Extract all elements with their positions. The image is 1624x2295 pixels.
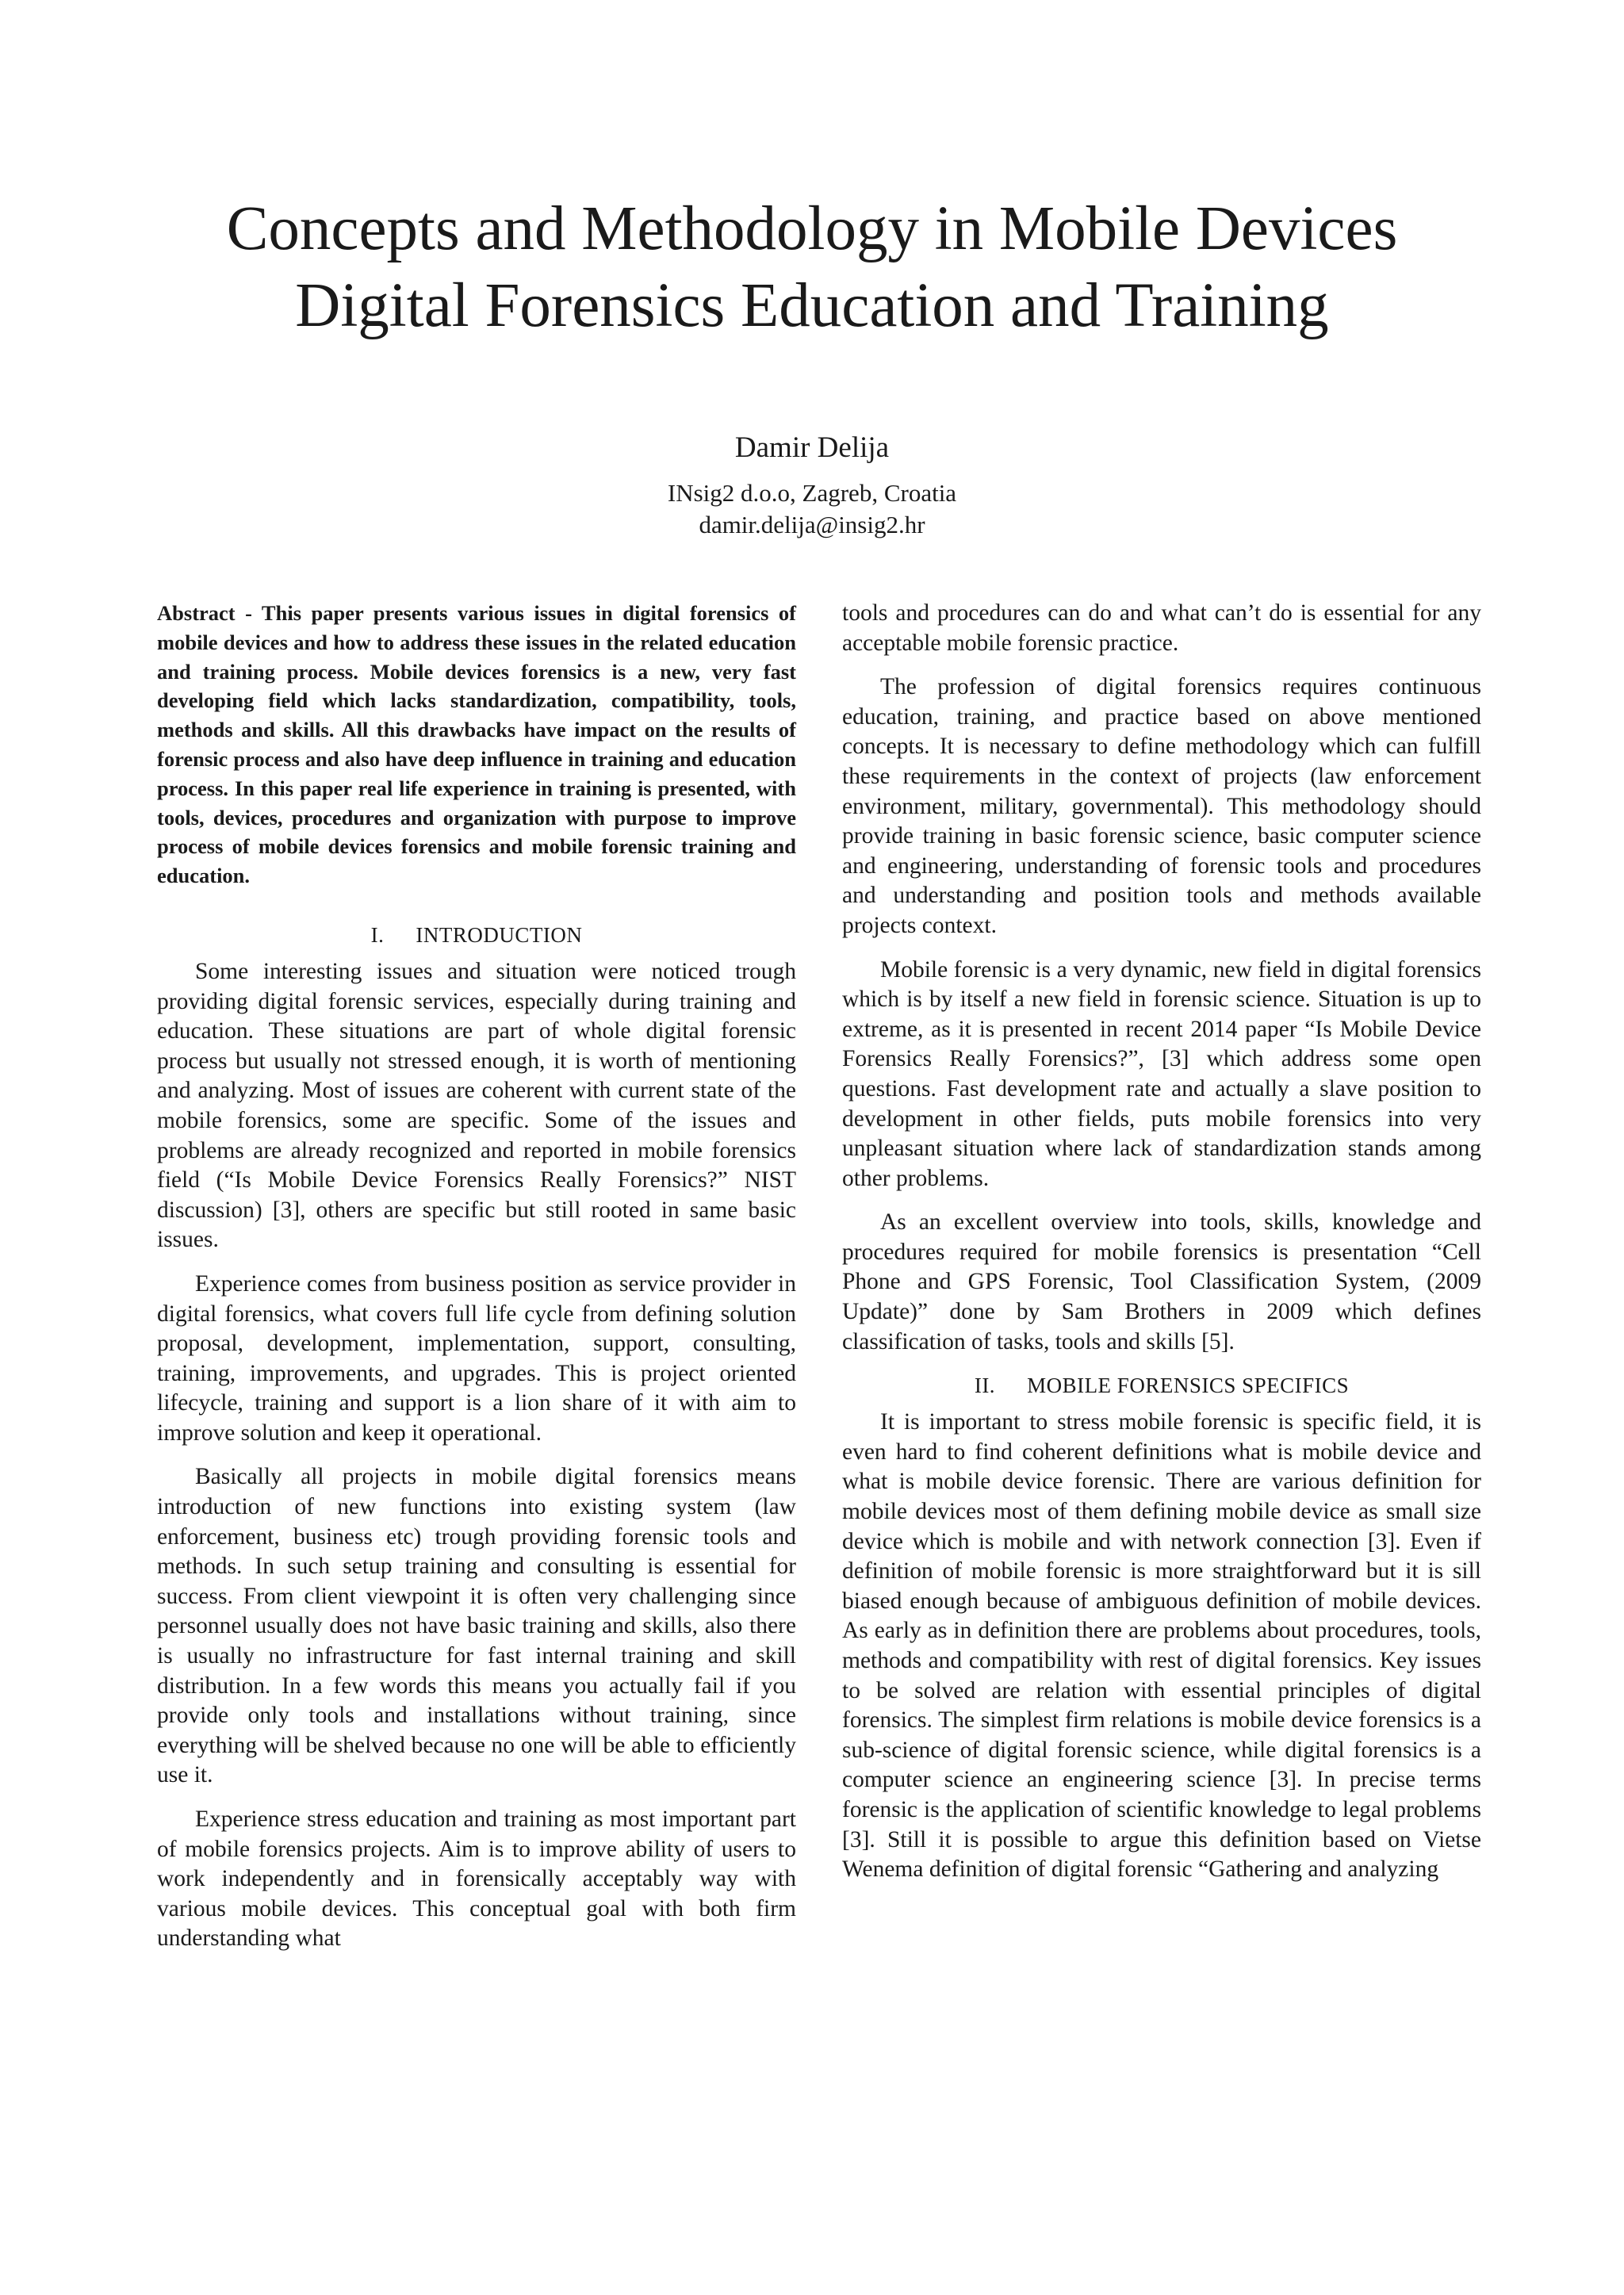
author-name: Damir Delija xyxy=(734,431,890,464)
paragraph: Experience stress education and training as most important part of mobile forensics projects. Aim is to improve ability of users to work independently and in forensically acceptably way with various mobile devices. This conceptual goal with both firm understanding what xyxy=(157,1806,796,1952)
author-email[interactable]: damir.delija@insig2.hr xyxy=(699,511,925,538)
paragraph: Mobile forensic is a very dynamic, new field in digital forensics which is by itself a new field in forensic science. Situation is up to extreme, as it is presented in recent 2014 paper “Is Mobile Device Forensics Really Forensics?”, [3] which address some open questions. Fast development rate and actually a slave position to development in other fields, puts mobile forensics into very unpleasant situation where lack of standardization stands among other problems. xyxy=(842,956,1481,1191)
section-title: INTRODUCTION xyxy=(416,922,583,947)
title-line-2: Digital Forensics Education and Training xyxy=(295,271,1329,340)
abstract: Abstract - This paper presents various issues in digital forensics of mobile devices and how to address these issues in the related education and training process. Mobile devices forensics is a new, very fast developing field which lacks standardization, compatibility, tools, methods and skills. All this drawbacks have impact on the results of forensic process and also have deep influence in training and education process. In this paper real life experience in training is presented, with tools, devices, procedures and organization with purpose to improve process of mobile devices forensics and mobile forensic training and education. xyxy=(157,601,796,888)
paragraph: Basically all projects in mobile digital forensics means introduction of new functions into existing system (law enforcement, business etc) trough providing forensic tools and methods. In such setup training and consulting is essential for success. From client viewpoint it is often very challenging since personnel usually does not have basic training and skills, also there is usually no infrastructure for fast internal training and skill distribution. In a few words this means you actually fail if you provide only tools and installations without training, since everything will be shelved because no one will be able to efficiently use it. xyxy=(157,1464,796,1788)
left-column xyxy=(157,599,796,1968)
section-heading-mobile-forensics-specifics xyxy=(842,1371,1481,1400)
section-title: MOBILE FORENSICS SPECIFICS xyxy=(1027,1374,1350,1398)
section-number: I. xyxy=(370,922,385,947)
author-block xyxy=(416,428,1208,541)
paragraph: It is important to stress mobile forensic is specific field, it is even hard to find coherent definitions what is mobile device and what is mobile device forensic. There are various definition for mobile devices most of them defining mobile device as small size device which is mobile and with network connection [3]. Even if definition of mobile forensic is more straightforward but it is sill biased enough because of ambiguous definition of mobile devices. As early as in definition there are problems about procedures, tools, methods and compatibility with rest of digital forensics. Key issues to be solved are relation with essential principles of digital forensics. The simplest firm relations is mobile device forensics is a sub-science of digital forensic science, while digital forensics is a computer science an engineering science [3]. In precise terms forensic is the application of scientific knowledge to legal problems [3]. Still it is possible to argue this definition based on Vietse Wenema definition of digital forensic “Gathering and analyzing xyxy=(842,1409,1481,1883)
paragraph: As an excellent overview into tools, skills, knowledge and procedures required for mobile forensics is presentation “Cell Phone and GPS Forensic, Tool Classification System, (2009 Update)” done by Sam Brothers in 2009 which defines classification of tasks, tools and skills [5]. xyxy=(842,1209,1481,1354)
title-line-1: Concepts and Methodology in Mobile Devices xyxy=(226,194,1398,263)
author-affiliation: INsig2 d.o.o, Zagreb, Croatia xyxy=(667,479,957,507)
paragraph: Some interesting issues and situation were noticed trough providing digital forensic services, especially during training and education. These situations are part of whole digital forensic process but usually not stressed enough, it is worth of mentioning and analyzing. Most of issues are coherent with current state of the mobile forensics, some are specific. Some of the issues and problems are already recognized and reported in mobile forensics field (“Is Mobile Device Forensics Really Forensics?” NIST discussion) [3], others are specific but still rooted in same basic issues. xyxy=(157,958,796,1253)
paragraph: The profession of digital forensics requires continuous education, training, and practice based on above mentioned concepts. It is necessary to define methodology which can fulfill these requirements in the context of projects (law enforcement environment, military, governmental). This methodology should provide training in basic forensic science, basic computer science and engineering, understanding of forensic tools and procedures and understanding and position tools and methods available projects context. xyxy=(842,674,1481,938)
section-number: II. xyxy=(974,1374,996,1398)
paragraph: Experience comes from business position as service provider in digital forensics, what covers full life cycle from defining solution proposal, development, implementation, support, consulting, training, improvements, and upgrades. This is project oriented lifecycle, training and support is a lion share of it with aim to improve solution and keep it operational. xyxy=(157,1270,796,1446)
right-column xyxy=(842,599,1481,1899)
section-heading-introduction xyxy=(157,921,796,949)
paper-title xyxy=(119,190,1505,344)
paragraph-continued: tools and procedures can do and what can’t do is essential for any acceptable mobile forensic practice. xyxy=(842,600,1481,656)
